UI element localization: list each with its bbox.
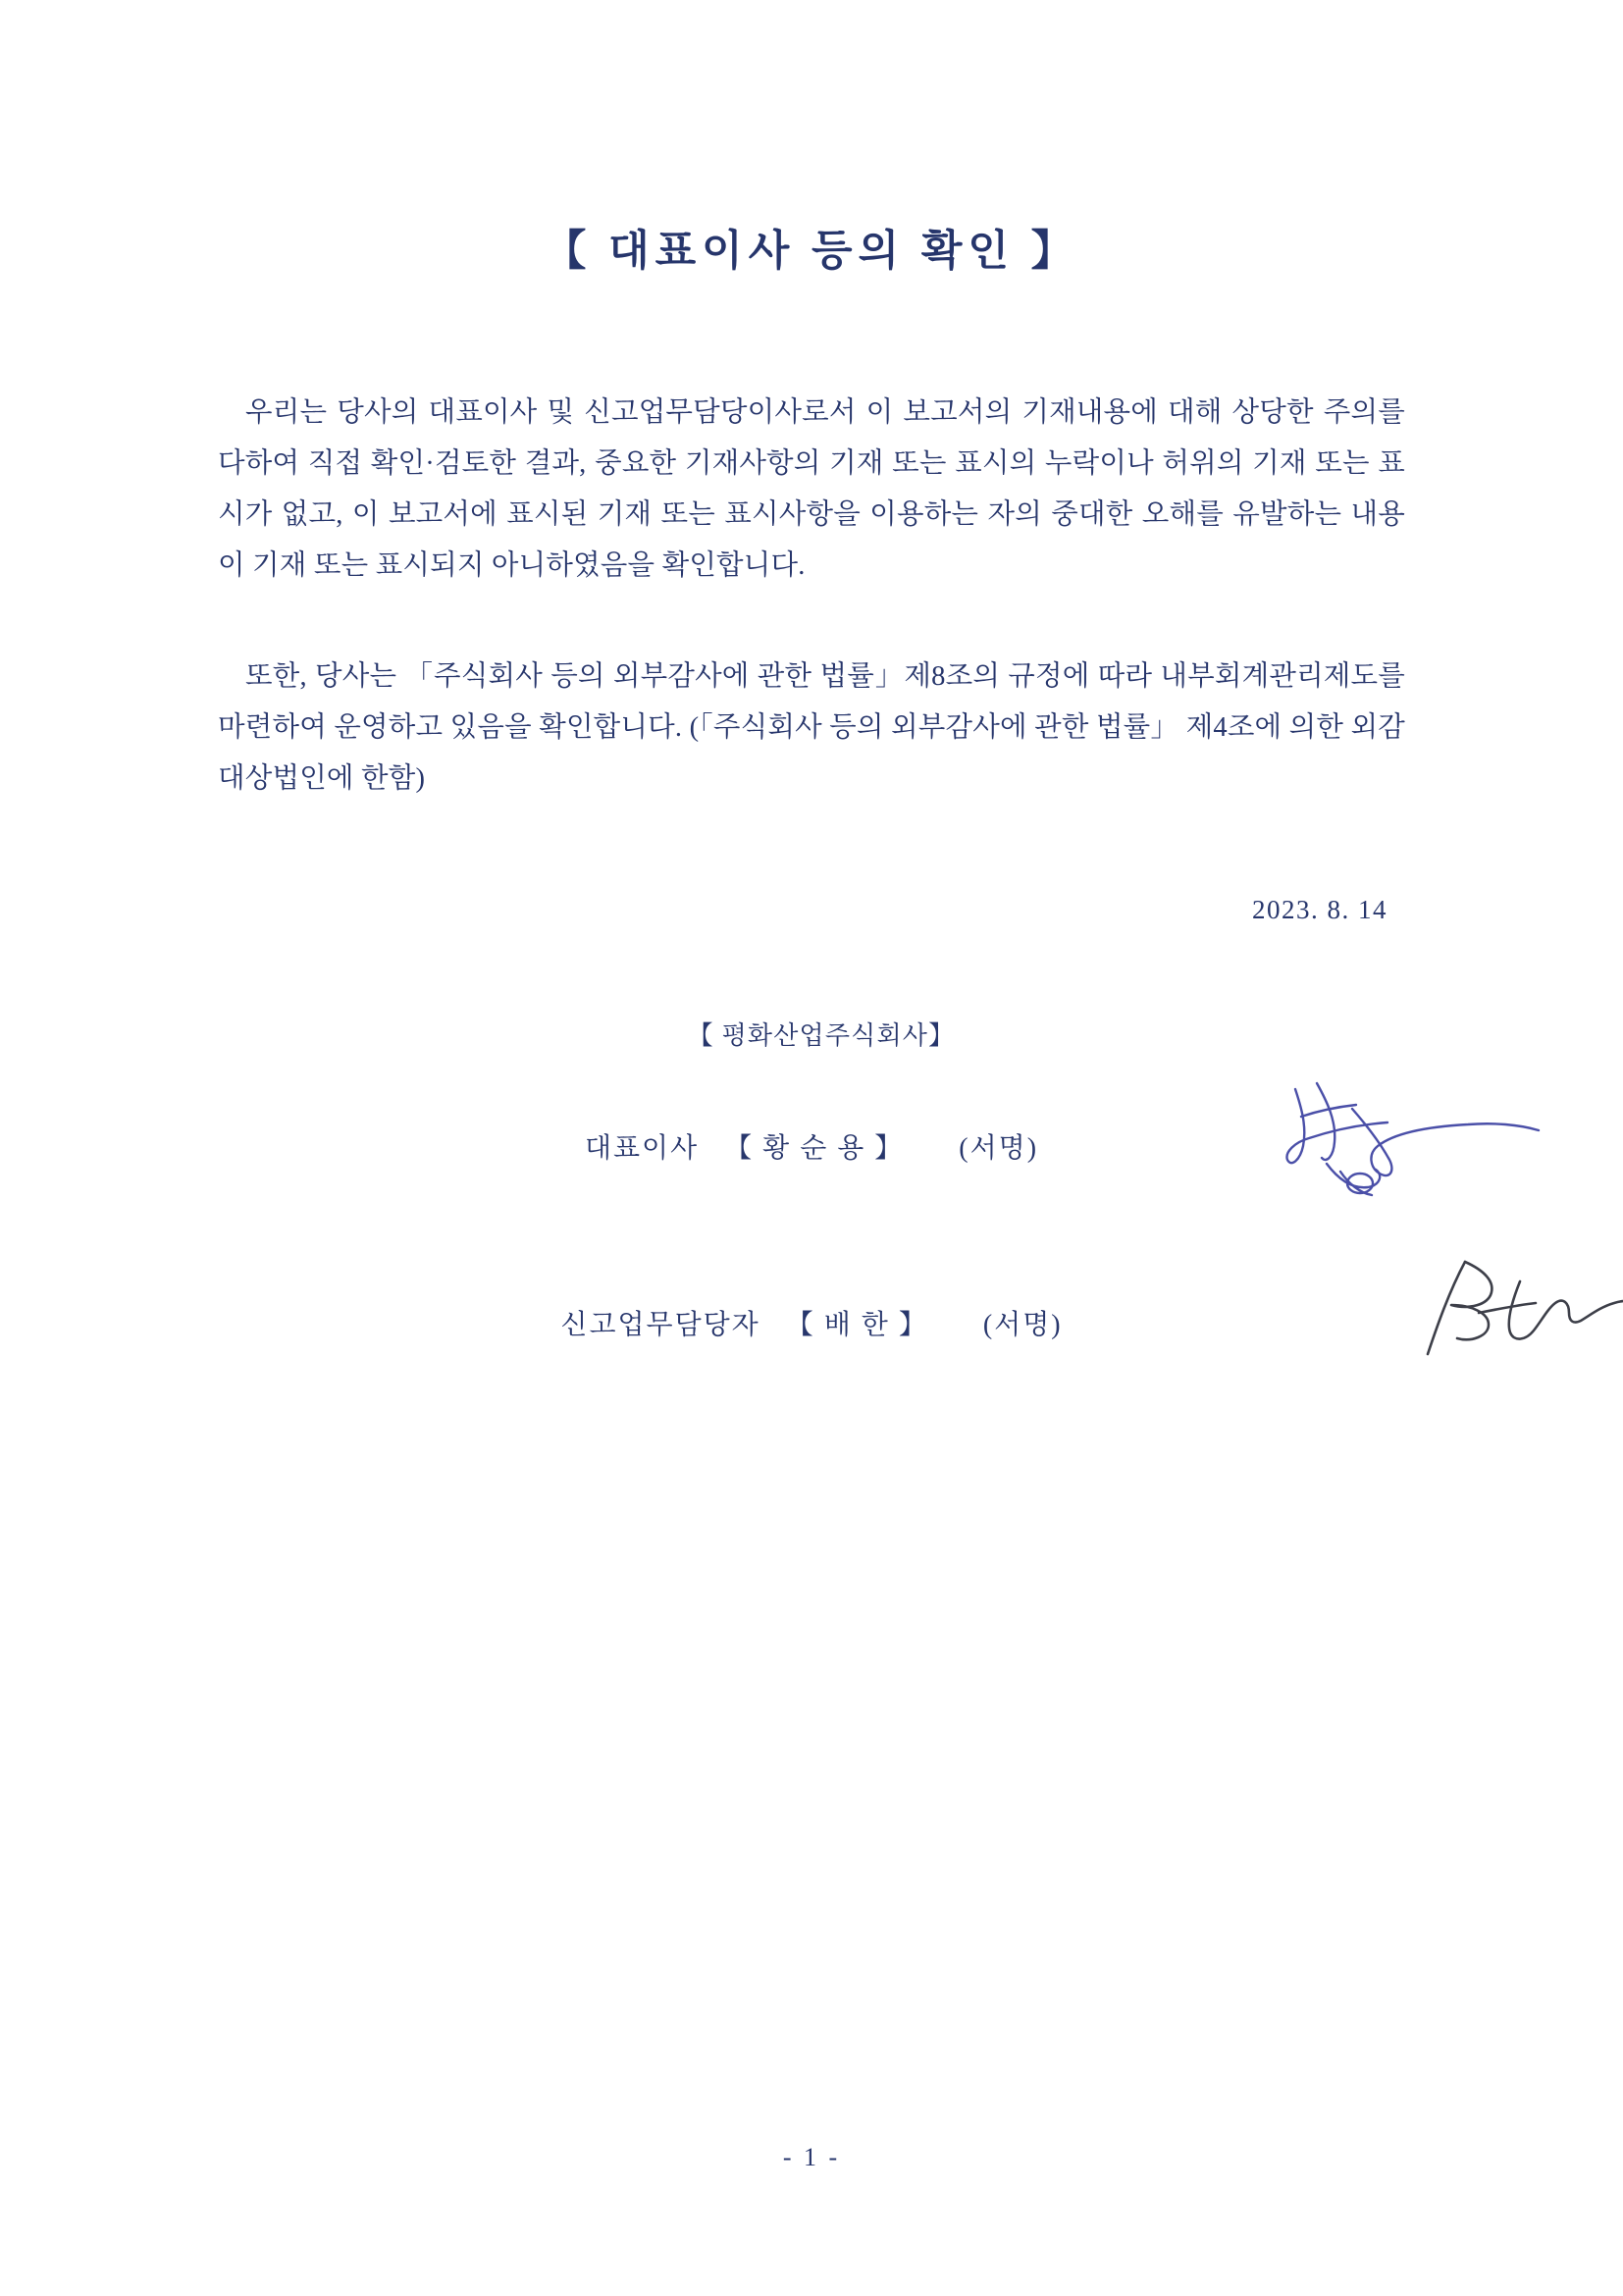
paragraph-internal-accounting: 또한, 당사는 「주식회사 등의 외부감사에 관한 법률」제8조의 규정에 따라 내부회계관리제도를 마련하여 운영하고 있음을 확인합니다. (「주식회사 등의 외부감사에 관한 법률」 제4조에 의한 외감대상법인에 한함)	[218, 661, 1405, 795]
signature-row-officer	[218, 1303, 1405, 1342]
handwritten-signature-icon	[1381, 1248, 1623, 1376]
company-name: 【 평화산업주식회사】	[687, 1021, 956, 1051]
document-body	[218, 388, 1405, 1342]
signature-name-officer: 【 배 한 】	[785, 1310, 928, 1341]
signature-row-ceo	[218, 1126, 1405, 1166]
paragraph-confirmation: 우리는 당사의 대표이사 및 신고업무담당이사로서 이 보고서의 기재내용에 대해 상당한 주의를 다하여 직접 확인·검토한 결과, 중요한 기재사항의 기재 또는 표시의 누락이나 허위의 기재 또는 표시가 없고, 이 보고서에 표시된 기재 또는 표시사항을 이용하는 자의 중대한 오해를 유발하는 내용이 기재 또는 표시되지 아니하였음을 확인합니다.	[218, 397, 1405, 581]
document-date: 2023. 8. 14	[1252, 895, 1387, 925]
signature-role-ceo: 대표이사	[584, 1133, 700, 1165]
page-title: 【 대표이사 등의 확인 】	[544, 229, 1079, 275]
signature-role-officer: 신고업무담당자	[560, 1310, 760, 1341]
signature-mark-officer: (서명)	[982, 1310, 1063, 1341]
signature-name-ceo: 【 황 순 용 】	[724, 1133, 905, 1165]
handwritten-signature-icon	[1258, 1073, 1552, 1211]
page-number: - 1 -	[782, 2143, 841, 2171]
signature-mark-ceo: (서명)	[959, 1133, 1039, 1165]
